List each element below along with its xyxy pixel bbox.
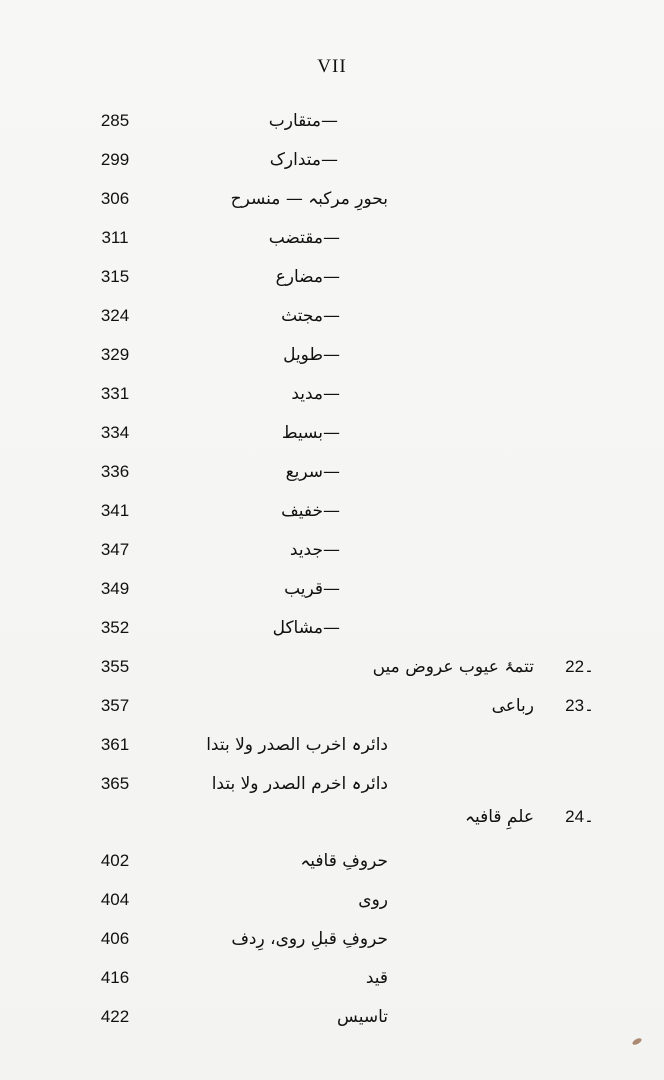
toc-row [0, 301, 664, 331]
toc-page-number: 329 [100, 345, 130, 364]
toc-row [0, 963, 664, 993]
toc-entry-title: حروفِ قافیہ [300, 851, 388, 871]
toc-entry-title: تاسیس [337, 1007, 388, 1027]
toc-entry-title: دائرہ اخرب الصدر ولا بتدا [206, 735, 388, 755]
toc-row [0, 885, 664, 915]
toc-row [0, 418, 664, 448]
toc-entry-title: —بسیط [281, 423, 340, 443]
toc-entry-title: —مقتضب [268, 228, 340, 248]
toc-page-number: 406 [100, 929, 130, 948]
toc-page-number: 365 [100, 774, 130, 793]
toc-page-number: 422 [100, 1007, 130, 1026]
toc-row [0, 846, 664, 876]
toc-page-number: 349 [100, 579, 130, 598]
toc-row [0, 457, 664, 487]
toc-entry-title: دائرہ اخرم الصدر ولا بتدا [211, 774, 388, 794]
toc-row [0, 145, 664, 175]
chapter-title: تتمۂ عیوب عروض میں [372, 657, 534, 677]
toc-entry-title: حروفِ قبلِ روی، رِدف [231, 929, 388, 949]
toc-page-number: 357 [100, 696, 130, 715]
toc-row [0, 691, 664, 721]
toc-page-number: 315 [100, 267, 130, 286]
toc-entry-title: روی [358, 890, 388, 910]
toc-page-number: 402 [100, 851, 130, 870]
toc-row [0, 184, 664, 214]
toc-page-number: 324 [100, 306, 130, 325]
toc-row [0, 496, 664, 526]
toc-row [0, 262, 664, 292]
toc-page-number: 361 [100, 735, 130, 754]
toc-row [0, 223, 664, 253]
toc-row [0, 924, 664, 954]
toc-page-number: 336 [100, 462, 130, 481]
toc-page-number: 331 [100, 384, 130, 403]
toc-entry-title: —سریع [285, 462, 340, 482]
toc-entry-title: بحورِ مرکبہ — منسرح [230, 189, 388, 209]
toc-entry-title: —مجتث [281, 306, 340, 326]
chapter-number: 23۔ [565, 696, 594, 715]
toc-entry-title: —متدارک [269, 150, 338, 170]
page-number: VII [317, 56, 347, 77]
toc-entry-title: —مضارع [275, 267, 340, 287]
toc-page-number: 347 [100, 540, 130, 559]
toc-entry-title: —مدید [291, 384, 340, 404]
toc-row [0, 106, 664, 136]
toc-page-number: 355 [100, 657, 130, 676]
toc-row [0, 1002, 664, 1032]
chapter-title: رباعی [491, 696, 534, 716]
toc-row [0, 535, 664, 565]
toc-entry-title: قید [365, 968, 388, 988]
toc-page-number: 404 [100, 890, 130, 909]
toc-row [0, 613, 664, 643]
toc-page-number: 311 [101, 228, 129, 247]
toc-page-number: 285 [100, 111, 130, 130]
chapter-title: علمِ قافیہ [464, 807, 534, 827]
toc-row [0, 574, 664, 604]
toc-entry-title: —خفیف [281, 501, 340, 521]
toc-page-number: 334 [100, 423, 130, 442]
toc-row [0, 802, 664, 832]
toc-page-number: 299 [100, 150, 130, 169]
toc-row [0, 652, 664, 682]
chapter-number: 22۔ [565, 657, 594, 676]
toc-row [0, 730, 664, 760]
toc-row [0, 340, 664, 370]
toc-entry-title: —مشاکل [272, 618, 340, 638]
toc-page-number: 416 [100, 968, 130, 987]
ink-smudge [631, 1037, 642, 1046]
toc-row [0, 379, 664, 409]
toc-page-number: 306 [100, 189, 130, 208]
toc-entry-title: —طویل [283, 345, 340, 365]
toc-page-number: 352 [100, 618, 130, 637]
toc-entry-title: —متقارب [268, 111, 338, 131]
toc-entry-title: —قریب [284, 579, 340, 599]
toc-row [0, 769, 664, 799]
toc-page-number: 341 [100, 501, 130, 520]
toc-entry-title: —جدید [289, 540, 340, 560]
chapter-number: 24۔ [565, 807, 594, 826]
